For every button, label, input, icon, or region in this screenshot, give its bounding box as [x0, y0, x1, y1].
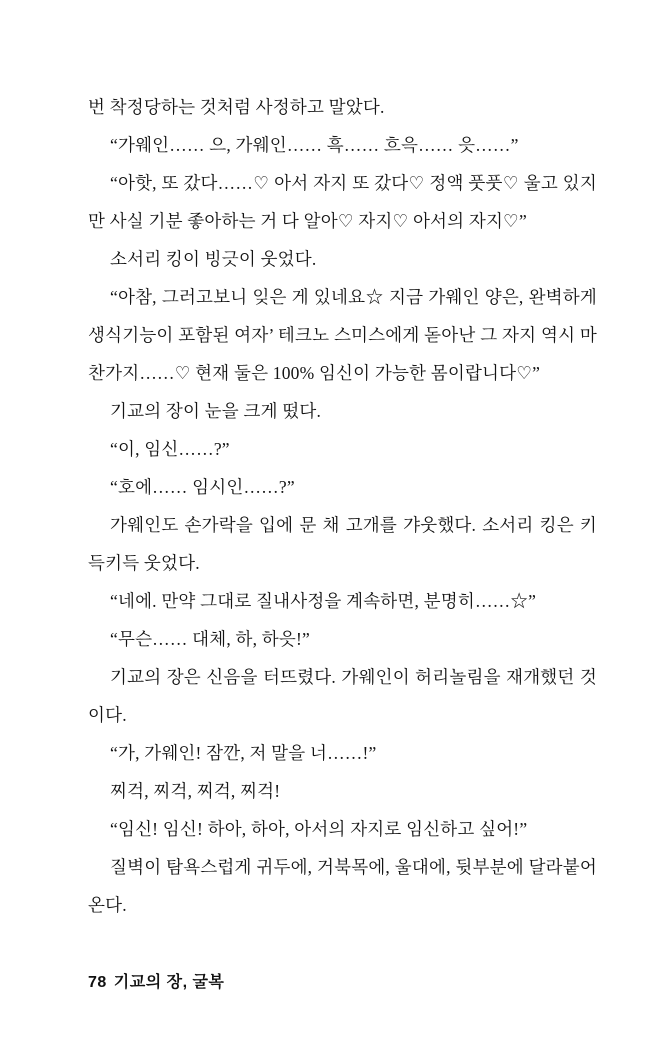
paragraph: “호에…… 임시인……?”: [110, 477, 295, 497]
paragraph: 번 착정당하는 것처럼 사정하고 말았다.: [88, 97, 385, 117]
paragraph: 기교의 장은 신음을 터뜨렸다. 가웨인이 허리놀림을 재개했던 것이다.: [88, 667, 597, 725]
page-number: 78: [88, 974, 107, 991]
paragraph: “가, 가웨인! 잠깐, 저 말을 너……!”: [110, 743, 377, 763]
page-body: [88, 88, 597, 924]
chapter-title: 기교의 장, 굴복: [113, 974, 225, 991]
paragraph: “아참, 그러고보니 잊은 게 있네요☆ 지금 가웨인 양은, 완벽하게 생식기능이 포함된 여자’ 테크노 스미스에게 돋아난 그 자지 역시 마찬가지……♡ 현재 둘은 100% 임신이 가능한 몸이랍니다♡”: [88, 287, 597, 383]
paragraph: 소서리 킹이 빙긋이 웃었다.: [110, 249, 317, 269]
paragraph: “가웨인…… 으, 가웨인…… 흑…… 흐윽…… 읏……”: [110, 135, 519, 155]
paragraph: “무슨…… 대체, 하, 하읏!”: [110, 629, 310, 649]
page-footer: [88, 969, 224, 992]
paragraph: “임신! 임신! 하아, 하아, 아서의 자지로 임신하고 싶어!”: [110, 819, 528, 839]
paragraph: “네에. 만약 그대로 질내사정을 계속하면, 분명히……☆”: [110, 591, 537, 611]
paragraph: “이, 임신……?”: [110, 439, 230, 459]
paragraph: “아핫, 또 갔다……♡ 아서 자지 또 갔다♡ 정액 풋풋♡ 울고 있지만 사실 기분 좋아하는 거 다 알아♡ 자지♡ 아서의 자지♡”: [88, 173, 597, 231]
paragraph: 질벽이 탐욕스럽게 귀두에, 거북목에, 울대에, 뒷부분에 달라붙어온다.: [88, 857, 597, 915]
paragraph: 가웨인도 손가락을 입에 문 채 고개를 갸웃했다. 소서리 킹은 키득키득 웃었다.: [88, 515, 597, 573]
paragraph: 기교의 장이 눈을 크게 떴다.: [110, 401, 322, 421]
paragraph: 찌걱, 찌걱, 찌걱, 찌걱!: [110, 781, 281, 801]
